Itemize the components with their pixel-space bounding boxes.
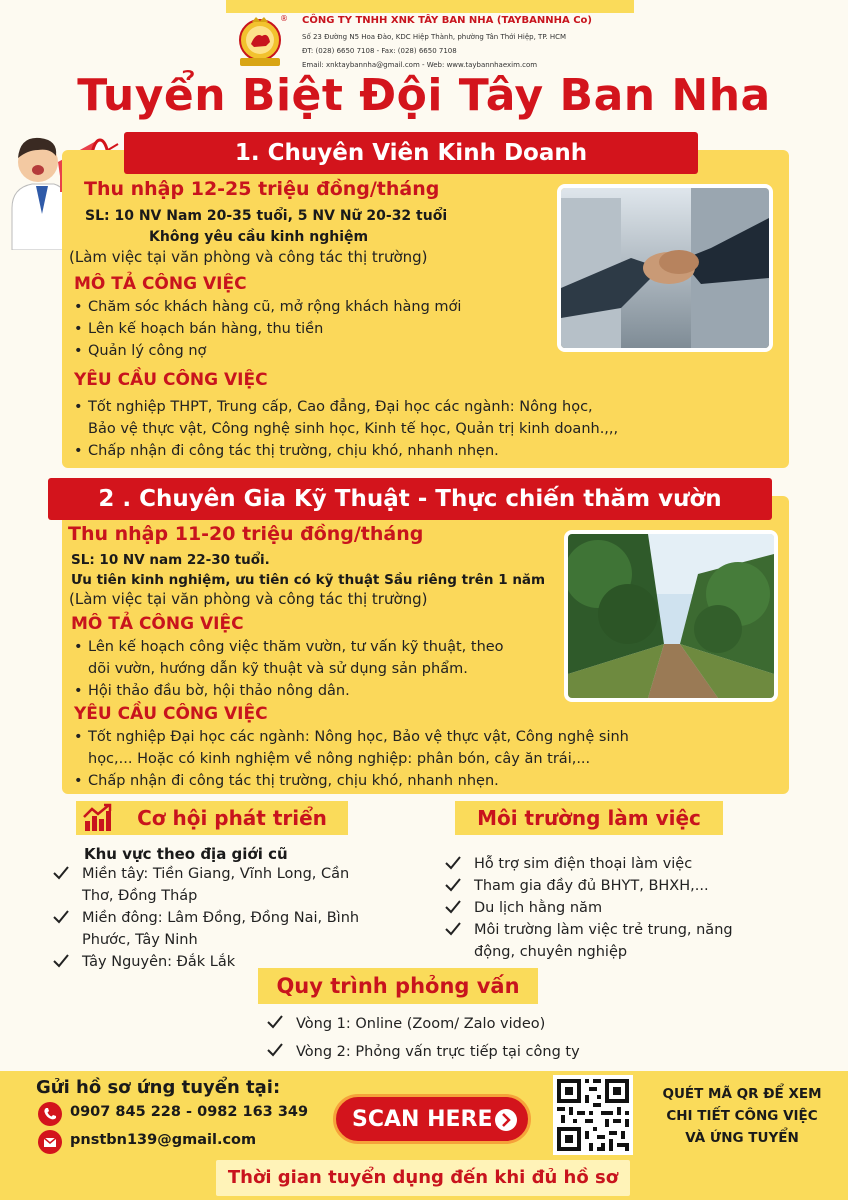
- check-icon: [444, 921, 462, 937]
- list-item: [440, 897, 800, 919]
- qr-instruction-3: VÀ ỨNG TUYỂN: [685, 1130, 799, 1146]
- page-title: Tuyển Biệt Đội Tây Ban Nha: [77, 70, 771, 121]
- list-item-continuation: học,... Hoặc có kinh nghiệm về nông nghiệp: phân bón, cây ăn trái,...: [88, 751, 591, 767]
- job2-location: (Làm việc tại văn phòng và công tác thị trường): [69, 590, 428, 608]
- list-item: • Lên kế hoạch công việc thăm vườn, tư vấn kỹ thuật, theo: [72, 636, 552, 658]
- company-address: Số 23 Đường N5 Hoa Đào, KDC Hiệp Thành, phường Tân Thới Hiệp, TP. HCM: [302, 33, 567, 41]
- registered-mark: ®: [280, 14, 288, 23]
- list-item: [440, 941, 800, 963]
- list-item: [72, 748, 712, 770]
- list-item-text: Môi trường làm việc trẻ trung, năng: [474, 922, 733, 938]
- growth-heading-badge: [76, 801, 348, 835]
- check-icon: [266, 1042, 284, 1058]
- scan-here-label: SCAN HERE: [352, 1107, 493, 1132]
- environment-list: [440, 853, 800, 963]
- job1-req-heading: YÊU CẦU CÔNG VIỆC: [74, 370, 268, 390]
- job2-req-list: [72, 726, 712, 792]
- growth-heading: Cơ hội phát triển: [137, 806, 327, 830]
- environment-heading: Môi trường làm việc: [455, 801, 723, 835]
- growth-chart-icon: [82, 803, 112, 833]
- contact-phone[interactable]: 0907 845 228 - 0982 163 349: [70, 1104, 309, 1120]
- list-item: [440, 853, 800, 875]
- job1-title: 1. Chuyên Viên Kinh Doanh: [124, 132, 698, 174]
- check-icon: [444, 899, 462, 915]
- list-item: • Chấp nhận đi công tác thị trường, chịu khó, nhanh nhẹn.: [72, 770, 712, 792]
- list-item: • Hội thảo đầu bờ, hội thảo nông dân.: [72, 680, 552, 702]
- list-item-continuation: dõi vườn, hướng dẫn kỹ thuật và sử dụng sản phẩm.: [88, 661, 468, 677]
- job1-quantity: SL: 10 NV Nam 20-35 tuổi, 5 NV Nữ 20-32 tuổi: [85, 208, 448, 224]
- job2-quantity: SL: 10 NV nam 22-30 tuổi.: [71, 552, 270, 568]
- check-icon: [52, 953, 70, 969]
- qr-instruction-2: CHI TIẾT CÔNG VIỆC: [666, 1108, 818, 1124]
- list-item: [262, 1040, 662, 1064]
- list-item-text: Miền đông: Lâm Đồng, Đồng Nai, Bình: [82, 910, 360, 926]
- scan-here-button[interactable]: [333, 1094, 531, 1144]
- list-item-continuation: Bảo vệ thực vật, Công nghệ sinh học, Kinh tế học, Quản trị kinh doanh.,,,: [88, 421, 619, 437]
- list-item-text: Vòng 2: Phỏng vấn trực tiếp tại công ty: [296, 1044, 580, 1060]
- interview-heading: Quy trình phỏng vấn: [258, 968, 538, 1004]
- apply-heading: Gửi hồ sơ ứng tuyển tại:: [36, 1077, 281, 1098]
- check-icon: [266, 1014, 284, 1030]
- company-email-web: Email: xnktaybannha@gmail.com - Web: www.taybannhaexim.com: [302, 61, 538, 69]
- list-item: [440, 919, 800, 941]
- growth-subheading: Khu vực theo địa giới cũ: [84, 845, 288, 863]
- recruitment-deadline: Thời gian tuyển dụng đến khi đủ hồ sơ: [216, 1160, 630, 1196]
- job2-req-heading: YÊU CẦU CÔNG VIỆC: [74, 704, 268, 724]
- list-item: [72, 418, 712, 440]
- job2-experience: Ưu tiên kinh nghiệm, ưu tiên có kỹ thuật Sầu riêng trên 1 năm: [71, 572, 546, 588]
- list-item: • Chấp nhận đi công tác thị trường, chịu khó, nhanh nhẹn.: [72, 440, 712, 462]
- company-phone-fax: ĐT: (028) 6650 7108 - Fax: (028) 6650 7108: [302, 47, 457, 55]
- list-item: • Lên kế hoạch bán hàng, thu tiền: [72, 318, 542, 340]
- company-name: CÔNG TY TNHH XNK TÂY BAN NHA (TAYBANNHA Co): [302, 15, 592, 26]
- contact-email[interactable]: pnstbn139@gmail.com: [70, 1132, 257, 1148]
- arrow-right-icon: [494, 1108, 518, 1132]
- list-item-text: Du lịch hằng năm: [474, 900, 603, 916]
- list-item: [440, 875, 800, 897]
- list-item-text: Phước, Tây Ninh: [82, 932, 198, 948]
- job1-desc-heading: MÔ TẢ CÔNG VIỆC: [74, 274, 247, 294]
- job1-desc-list: [72, 296, 542, 362]
- list-item: [48, 863, 408, 885]
- list-item: [48, 885, 408, 907]
- list-item: • Tốt nghiệp THPT, Trung cấp, Cao đẳng, Đại học các ngành: Nông học,: [72, 396, 712, 418]
- list-item-text: Tây Nguyên: Đắk Lắk: [82, 954, 236, 970]
- check-icon: [52, 865, 70, 881]
- interview-list: [262, 1012, 662, 1064]
- list-item-text: Hỗ trợ sim điện thoại làm việc: [474, 856, 693, 872]
- list-item: [48, 929, 408, 951]
- email-icon: [38, 1130, 62, 1154]
- list-item-text: Thơ, Đồng Tháp: [82, 888, 198, 904]
- top-accent-strip: [226, 0, 634, 13]
- job2-income: Thu nhập 11-20 triệu đồng/tháng: [68, 523, 424, 545]
- job1-experience: Không yêu cầu kinh nghiệm: [149, 229, 369, 245]
- qr-instruction-1: QUÉT MÃ QR ĐỂ XEM: [662, 1086, 822, 1102]
- job1-location: (Làm việc tại văn phòng và công tác thị trường): [69, 248, 428, 266]
- list-item: • Tốt nghiệp Đại học các ngành: Nông học, Bảo vệ thực vật, Công nghệ sinh: [72, 726, 712, 748]
- list-item-text: Tham gia đầy đủ BHYT, BHXH,...: [474, 878, 709, 894]
- job1-income: Thu nhập 12-25 triệu đồng/tháng: [84, 178, 440, 200]
- list-item: [262, 1012, 662, 1036]
- job2-desc-list: [72, 636, 552, 702]
- qr-code[interactable]: [553, 1075, 633, 1155]
- list-item: [48, 907, 408, 929]
- job1-req-list: [72, 396, 712, 462]
- list-item-text: Vòng 1: Online (Zoom/ Zalo video): [296, 1016, 546, 1032]
- check-icon: [444, 877, 462, 893]
- list-item-text: động, chuyên nghiệp: [474, 944, 628, 960]
- list-item-text: Miền tây: Tiền Giang, Vĩnh Long, Cần: [82, 866, 350, 882]
- job2-desc-heading: MÔ TẢ CÔNG VIỆC: [71, 614, 244, 634]
- handshake-photo: [557, 184, 773, 352]
- growth-list: [48, 863, 408, 973]
- job2-title: 2 . Chuyên Gia Kỹ Thuật - Thực chiến thăm vườn: [48, 478, 772, 520]
- list-item: • Chăm sóc khách hàng cũ, mở rộng khách hàng mới: [72, 296, 542, 318]
- check-icon: [52, 909, 70, 925]
- phone-icon: [38, 1102, 62, 1126]
- orchard-photo: [564, 530, 778, 702]
- check-icon: [444, 855, 462, 871]
- list-item: • Quản lý công nợ: [72, 340, 542, 362]
- list-item: [72, 658, 552, 680]
